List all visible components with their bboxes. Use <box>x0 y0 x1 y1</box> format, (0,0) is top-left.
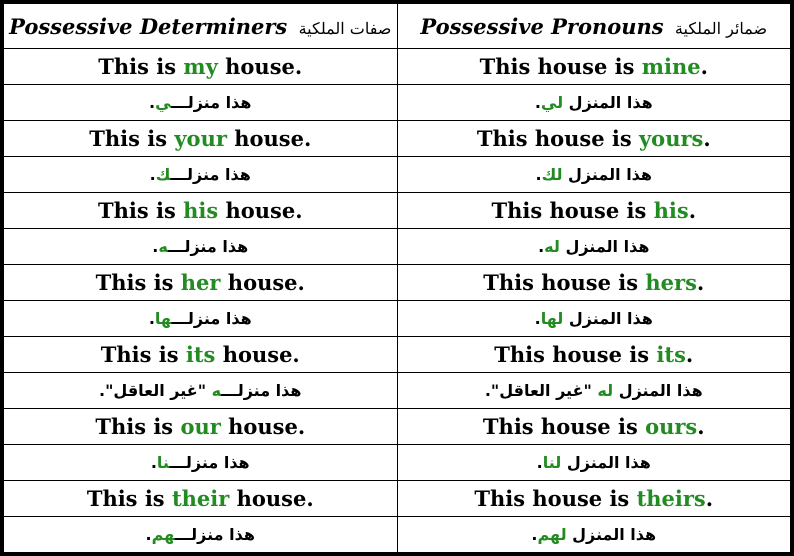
determiner-word: her <box>180 270 221 295</box>
pronoun-sentence <box>397 193 791 229</box>
pronoun-translation-start: هذا المنزل <box>562 165 653 184</box>
determiner-translation <box>4 301 398 337</box>
header-pronouns <box>397 4 791 49</box>
pronoun-sentence-start: This house is <box>491 198 654 223</box>
pronoun-translation-end: . <box>534 309 541 328</box>
pronoun-word: theirs <box>636 486 706 511</box>
determiner-sentence-end: house. <box>226 126 312 151</box>
pronoun-translation-start: هذا المنزل <box>566 525 657 544</box>
table-row-english <box>4 337 791 373</box>
pronoun-translation <box>397 157 791 193</box>
determiner-word: his <box>183 198 219 223</box>
pronoun-sentence-start: This house is <box>479 54 642 79</box>
pronoun-translation-end: . <box>531 525 538 544</box>
determiner-translation-start: هذا منزلـــ <box>221 381 302 400</box>
pronoun-sentence-start: This house is <box>483 270 646 295</box>
pronoun-sentence-end: . <box>685 342 694 367</box>
determiner-translation <box>4 157 398 193</box>
pronoun-translation <box>397 373 791 409</box>
pronoun-sentence-start: This house is <box>474 486 637 511</box>
pronoun-translation-start: هذا المنزل <box>613 381 703 400</box>
pronoun-sentence-end: . <box>697 414 705 439</box>
pronoun-translation <box>397 85 791 121</box>
header-row <box>4 4 791 49</box>
pronoun-sentence <box>397 481 791 517</box>
determiner-sentence-end: house. <box>229 486 314 511</box>
pronoun-translation-word: لك <box>541 165 563 184</box>
pronoun-translation-word: لي <box>540 93 564 112</box>
possessives-table <box>3 3 791 553</box>
pronoun-translation-start: هذا المنزل <box>563 309 653 328</box>
determiner-translation-start: هذا منزلـــ <box>171 93 252 112</box>
determiner-translation <box>4 373 398 409</box>
pronoun-sentence-end: . <box>703 126 711 151</box>
determiner-translation-end: . <box>148 309 155 328</box>
pronoun-translation-word: له <box>544 237 560 256</box>
determiner-sentence <box>4 481 398 517</box>
determiner-sentence-start: This is <box>86 486 172 511</box>
determiner-sentence <box>4 193 398 229</box>
determiner-sentence-start: This is <box>98 54 184 79</box>
determiner-translation <box>4 229 398 265</box>
pronoun-sentence-start: This house is <box>476 126 639 151</box>
determiner-translation-suffix: نا <box>156 453 170 472</box>
pronoun-sentence <box>397 337 791 373</box>
pronoun-sentence-end: . <box>700 54 708 79</box>
header-determiners-ar: صفات الملكية <box>298 18 392 38</box>
determiner-translation-end: . <box>150 453 157 472</box>
pronoun-translation-word: لنا <box>542 453 562 472</box>
table-row-english <box>4 409 791 445</box>
table-row-arabic <box>4 517 791 553</box>
determiner-translation-end: . <box>145 525 152 544</box>
pronoun-word: his <box>653 198 689 223</box>
pronoun-sentence <box>397 409 791 445</box>
determiner-sentence-start: This is <box>89 126 175 151</box>
determiner-sentence <box>4 121 398 157</box>
table-row-english <box>4 481 791 517</box>
table-row-english <box>4 265 791 301</box>
pronoun-translation <box>397 229 791 265</box>
table-row-arabic <box>4 301 791 337</box>
determiner-translation-suffix: هم <box>151 525 175 544</box>
pronoun-sentence <box>397 49 791 85</box>
pronoun-translation-word: لهم <box>537 525 567 544</box>
pronoun-word: ours <box>645 414 698 439</box>
table-row-arabic <box>4 157 791 193</box>
pronoun-word: yours <box>638 126 704 151</box>
pronoun-sentence-end: . <box>696 270 705 295</box>
pronoun-word: its <box>656 342 686 367</box>
determiner-sentence-start: This is <box>97 198 184 223</box>
table-row-english <box>4 49 791 85</box>
pronoun-translation-end: . <box>534 93 541 112</box>
determiner-translation-end: . <box>149 93 156 112</box>
pronoun-sentence-start: This house is <box>482 414 646 439</box>
determiner-translation-start: هذا منزلـــ <box>170 165 251 184</box>
determiner-sentence-end: house. <box>218 198 303 223</box>
pronoun-translation <box>397 301 791 337</box>
determiner-word: our <box>180 414 221 439</box>
determiner-translation-suffix: ك <box>155 165 171 184</box>
determiner-sentence-end: house. <box>217 54 303 79</box>
table-row-arabic <box>4 85 791 121</box>
determiner-translation <box>4 85 398 121</box>
determiner-sentence <box>4 337 398 373</box>
determiner-translation-end: . <box>152 237 159 256</box>
determiner-sentence <box>4 409 398 445</box>
determiner-sentence-start: This is <box>95 414 181 439</box>
determiner-sentence <box>4 265 398 301</box>
pronoun-translation <box>397 445 791 481</box>
pronoun-translation-end: "غير العاقل". <box>484 381 598 400</box>
determiner-sentence-end: house. <box>220 270 305 295</box>
determiner-translation <box>4 517 398 553</box>
pronoun-translation-word: لها <box>540 309 564 328</box>
header-determiners-en: Possessive Determiners <box>9 13 288 39</box>
determiner-word: my <box>183 54 218 79</box>
pronoun-translation-start: هذا المنزل <box>563 93 653 112</box>
determiner-sentence-end: house. <box>220 414 306 439</box>
header-determiners <box>4 4 398 49</box>
determiner-sentence-start: This is <box>95 270 181 295</box>
table-row-english <box>4 193 791 229</box>
determiner-sentence-end: house. <box>215 342 300 367</box>
pronoun-sentence <box>397 121 791 157</box>
pronoun-translation-end: . <box>538 237 545 256</box>
table-row-arabic <box>4 229 791 265</box>
determiner-word: your <box>174 126 227 151</box>
determiner-translation-suffix: ي <box>155 93 172 112</box>
pronoun-sentence-end: . <box>688 198 697 223</box>
determiner-sentence <box>4 49 398 85</box>
pronoun-translation-end: . <box>535 165 542 184</box>
table-body <box>4 49 791 553</box>
pronoun-translation-end: . <box>536 453 543 472</box>
table-row-arabic <box>4 373 791 409</box>
determiner-translation-suffix: ه <box>158 237 169 256</box>
pronoun-sentence-end: . <box>705 486 714 511</box>
table-row-arabic <box>4 445 791 481</box>
pronoun-sentence <box>397 265 791 301</box>
determiner-translation-start: هذا منزلـــ <box>168 237 249 256</box>
determiner-translation-start: هذا منزلـــ <box>171 309 252 328</box>
determiner-translation <box>4 445 398 481</box>
pronoun-translation-word: له <box>597 381 614 400</box>
pronoun-sentence-start: This house is <box>494 342 657 367</box>
header-pronouns-en: Possessive Pronouns <box>420 13 664 39</box>
determiner-sentence-start: This is <box>100 342 186 367</box>
pronoun-translation-start: هذا المنزل <box>559 237 650 256</box>
pronoun-translation <box>397 517 791 553</box>
determiner-translation-start: هذا منزلـــ <box>174 525 255 544</box>
pronoun-word: mine <box>641 54 701 79</box>
header-pronouns-ar: ضمائر الملكية <box>674 18 768 38</box>
determiner-word: their <box>171 486 230 511</box>
determiner-word: its <box>185 342 216 367</box>
determiner-translation-suffix: ه <box>211 381 222 400</box>
determiner-translation-end: . <box>149 165 156 184</box>
determiner-translation-end: "غير العاقل". <box>99 381 212 400</box>
determiner-translation-suffix: ها <box>154 309 172 328</box>
pronoun-translation-start: هذا المنزل <box>561 453 651 472</box>
table-row-english <box>4 121 791 157</box>
pronoun-word: hers <box>645 270 697 295</box>
determiner-translation-start: هذا منزلـــ <box>169 453 250 472</box>
